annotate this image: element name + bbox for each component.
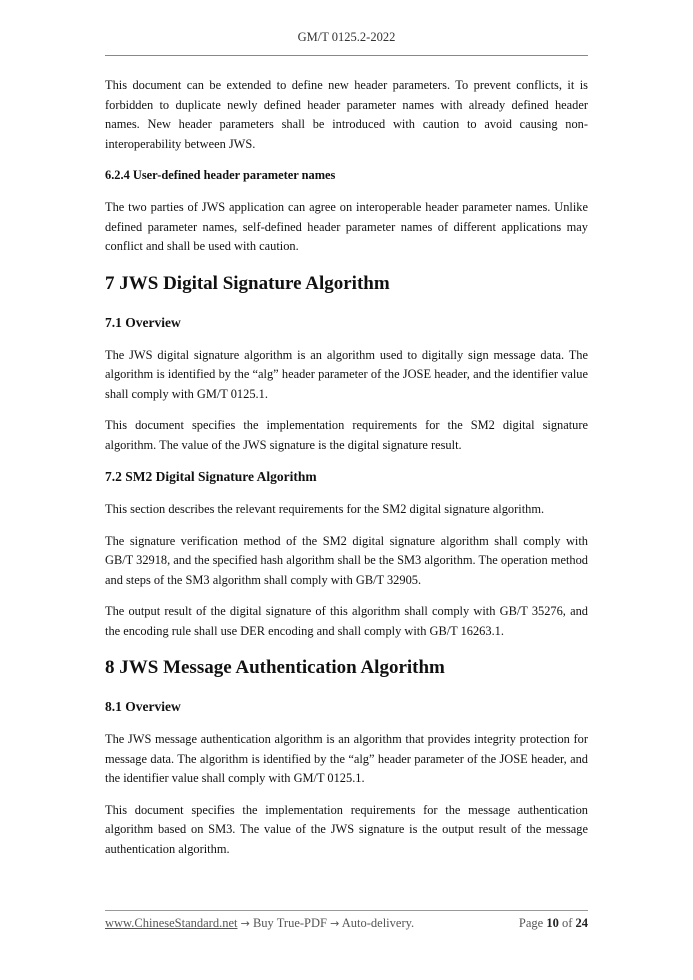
heading-chapter-7: 7 JWS Digital Signature Algorithm <box>105 272 390 294</box>
paragraph-7-1-b: This document specifies the implementation requirements for the SM2 digital signature algorithm. The value of the JWS signature is the digital signature result. <box>105 418 588 452</box>
paragraph-7-2-a: This section describes the relevant requirements for the SM2 digital signature algorithm. <box>105 502 545 516</box>
paragraph-header-extension: This document can be extended to define new header parameters. To prevent conflicts, it is forbidden to duplicate newly defined header parameter names with already defined header names. New header parameters shall be introduced with caution to avoid causing non-interoperability between JWS. <box>105 78 588 151</box>
buy-true-pdf-text: Buy True-PDF <box>252 916 327 930</box>
page-number <box>519 916 588 931</box>
arrow-right-icon: → <box>330 917 340 930</box>
header-divider <box>105 55 588 56</box>
auto-delivery-text: Auto-delivery. <box>341 916 415 930</box>
footer-promo <box>105 916 414 931</box>
heading-7-1: 7.1 Overview <box>105 314 181 330</box>
heading-6-2-4: 6.2.4 User-defined header parameter names <box>105 168 336 182</box>
paragraph-8-1-a: The JWS message authentication algorithm is an algorithm that provides integrity protection for message data. The algorithm is identified by the “alg” header parameter of the JOSE header, and the identifier value shall comply with GM/T 0125.1. <box>105 732 588 785</box>
heading-8-1: 8.1 Overview <box>105 699 181 714</box>
paragraph-8-1-b: This document specifies the implementation requirements for the message authentication algorithm based on SM3. The value of the JWS signature is the output result of the message authentication algorithm. <box>105 802 588 856</box>
of-label: of <box>561 916 573 930</box>
paragraph-7-2-c: The output result of the digital signature of this algorithm shall comply with GB/T 35276, and the encoding rule shall use DER encoding and shall comply with GB/T 16263.1. <box>105 604 588 638</box>
paragraph-7-1-a: The JWS digital signature algorithm is an algorithm used to digitally sign message data. The algorithm is identified by the “alg” header parameter of the JOSE header, and the identifier value shall comply with GM/T 0125.1. <box>105 347 588 401</box>
paragraph-7-2-b: The signature verification method of the SM2 digital signature algorithm shall comply with GB/T 32918, and the specified hash algorithm shall be the SM3 algorithm. The operation method and steps of the SM3 algorithm shall comply with GB/T 32905. <box>105 533 588 587</box>
site-link[interactable]: www.ChineseStandard.net <box>105 916 238 930</box>
page-label: Page <box>518 916 544 930</box>
page-total: 24 <box>575 916 588 930</box>
heading-7-2: 7.2 SM2 Digital Signature Algorithm <box>105 469 317 484</box>
paragraph-user-defined-names: The two parties of JWS application can agree on interoperable header parameter names. Unlike defined parameter names, self-defined header parameter names of different applications may conflict and shall be used with caution. <box>105 200 588 253</box>
page-current: 10 <box>546 916 559 930</box>
page-body <box>105 76 588 871</box>
footer-divider <box>105 910 588 911</box>
arrow-right-icon: → <box>240 917 250 930</box>
running-header: GM/T 0125.2-2022 <box>297 30 396 44</box>
heading-chapter-8: 8 JWS Message Authentication Algorithm <box>105 657 445 678</box>
